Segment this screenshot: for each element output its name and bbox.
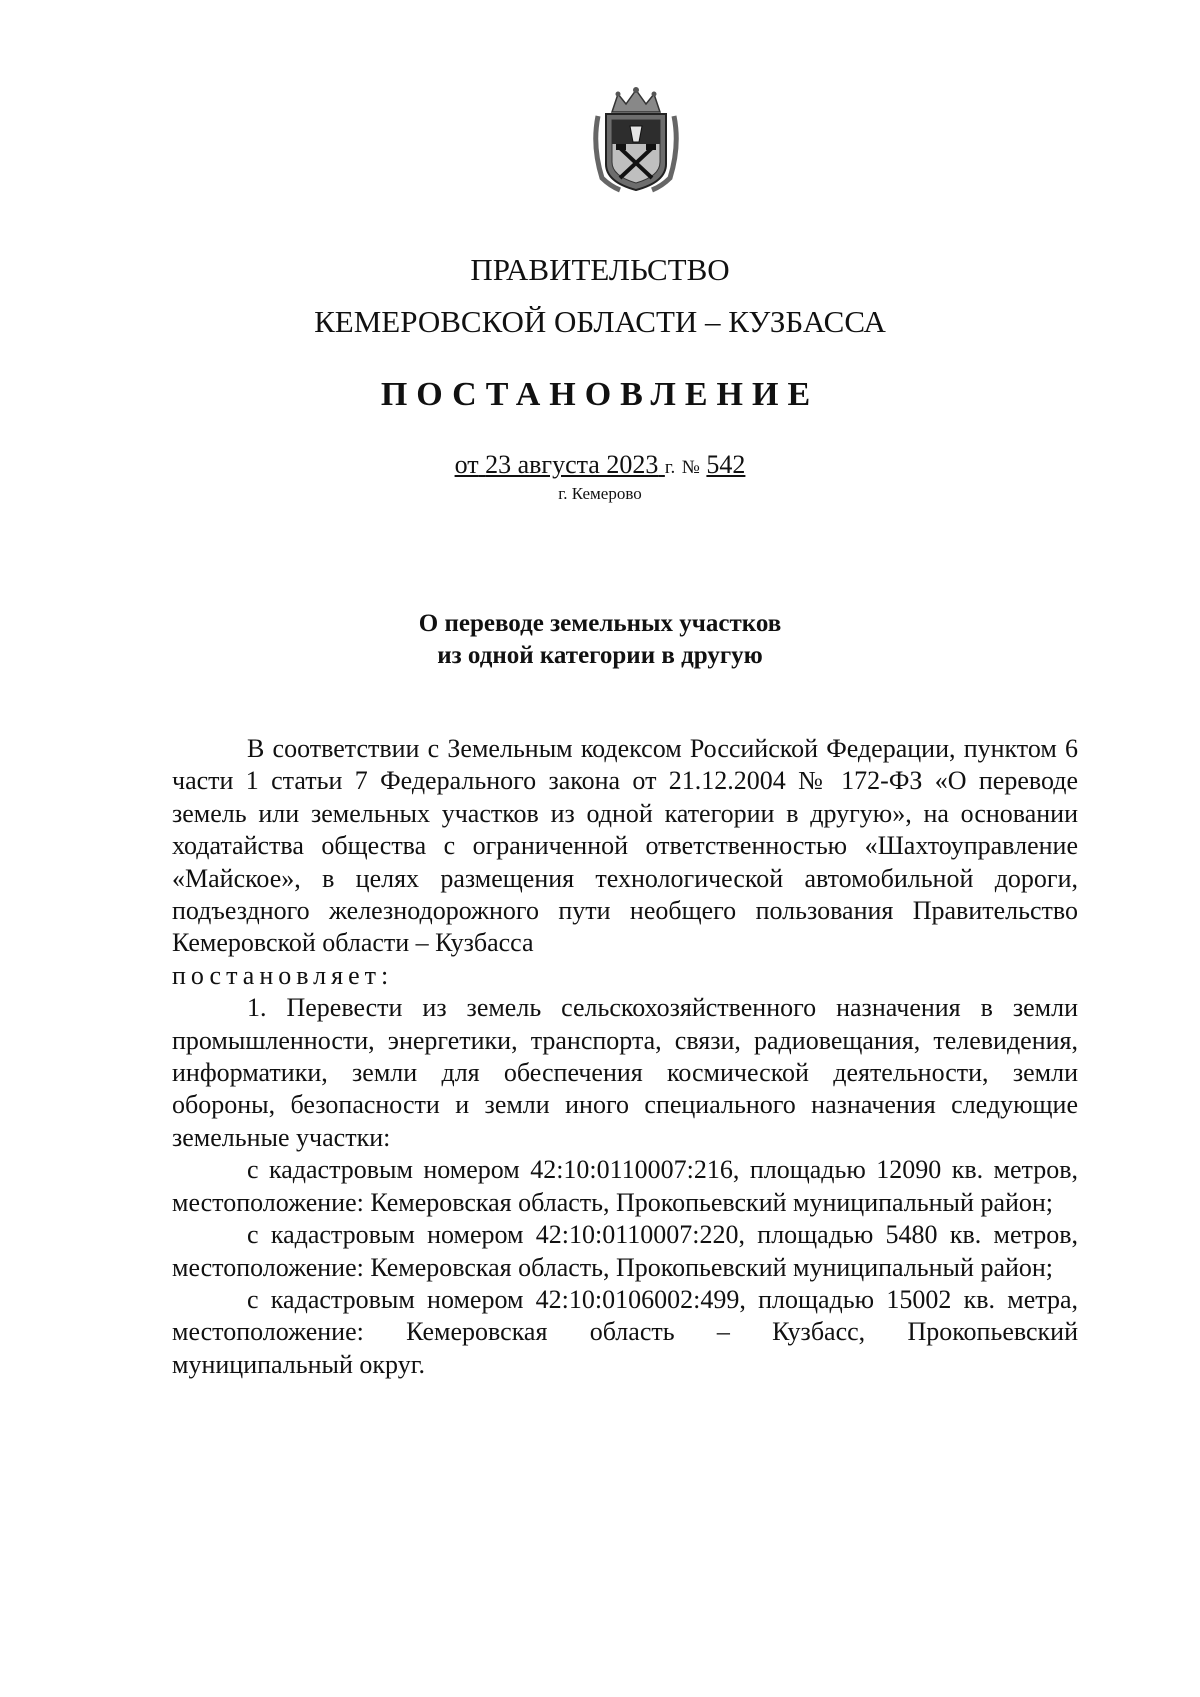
government-title-line1: ПРАВИТЕЛЬСТВО	[470, 252, 730, 287]
preamble-paragraph: В соответствии с Земельным кодексом Российской Федерации, пунктом 6 части 1 статьи 7 Федерального закона от 21.12.2004 № 172-ФЗ «О переводе земель или земельных участков из одной категории в другую», на основании ходатайства общества с ограниченной ответственностью «Шахтоуправление «Майское», в целях размещения технологической автомобильной дороги, подъездного железнодорожного пути необщего пользования Правительство Кемеровской области – Кузбасса	[172, 734, 1078, 958]
plot-1-paragraph: с кадастровым номером 42:10:0110007:216, площадью 12090 кв. метров, местоположение: Кемеровская область, Прокопьевский муниципальный район;	[172, 1155, 1078, 1217]
year-suffix: г.	[664, 457, 676, 478]
subject-line2: из одной категории в другую	[437, 642, 763, 669]
date-value: 23 августа 2023	[485, 450, 659, 479]
document-type-title: ПОСТАНОВЛЕНИЕ	[380, 376, 820, 413]
resolves-word: постановляет:	[172, 960, 394, 990]
government-title-line2: КЕМЕРОВСКОЙ ОБЛАСТИ – КУЗБАССА	[314, 304, 886, 339]
plot-2-paragraph: с кадастровым номером 42:10:0110007:220, площадью 5480 кв. метров, местоположение: Кемеровская область, Прокопьевский муниципальный район;	[172, 1220, 1078, 1282]
subject-line1: О переводе земельных участков	[418, 610, 782, 637]
number-sign: №	[681, 457, 700, 478]
plot-3-paragraph: с кадастровым номером 42:10:0106002:499, площадью 15002 кв. метра, местоположение: Кемеровская область – Кузбасс, Прокопьевский муниципальный округ.	[172, 1284, 1078, 1379]
date-number-line	[0, 450, 1200, 480]
date-field	[455, 450, 665, 479]
coat-of-arms-icon	[590, 86, 682, 196]
date-prefix: от	[454, 450, 479, 479]
document-body	[172, 733, 1078, 1381]
city-label: г. Кемерово	[558, 484, 642, 503]
item-1-paragraph: 1. Перевести из земель сельскохозяйственного назначения в земли промышленности, энергетики, транспорта, связи, радиовещания, телевидения, информатики, земли для обеспечения космической деятельности, земли обороны, безопасности и земли иного специального назначения следующие земельные участки:	[172, 993, 1078, 1152]
document-number: 542	[706, 450, 746, 479]
